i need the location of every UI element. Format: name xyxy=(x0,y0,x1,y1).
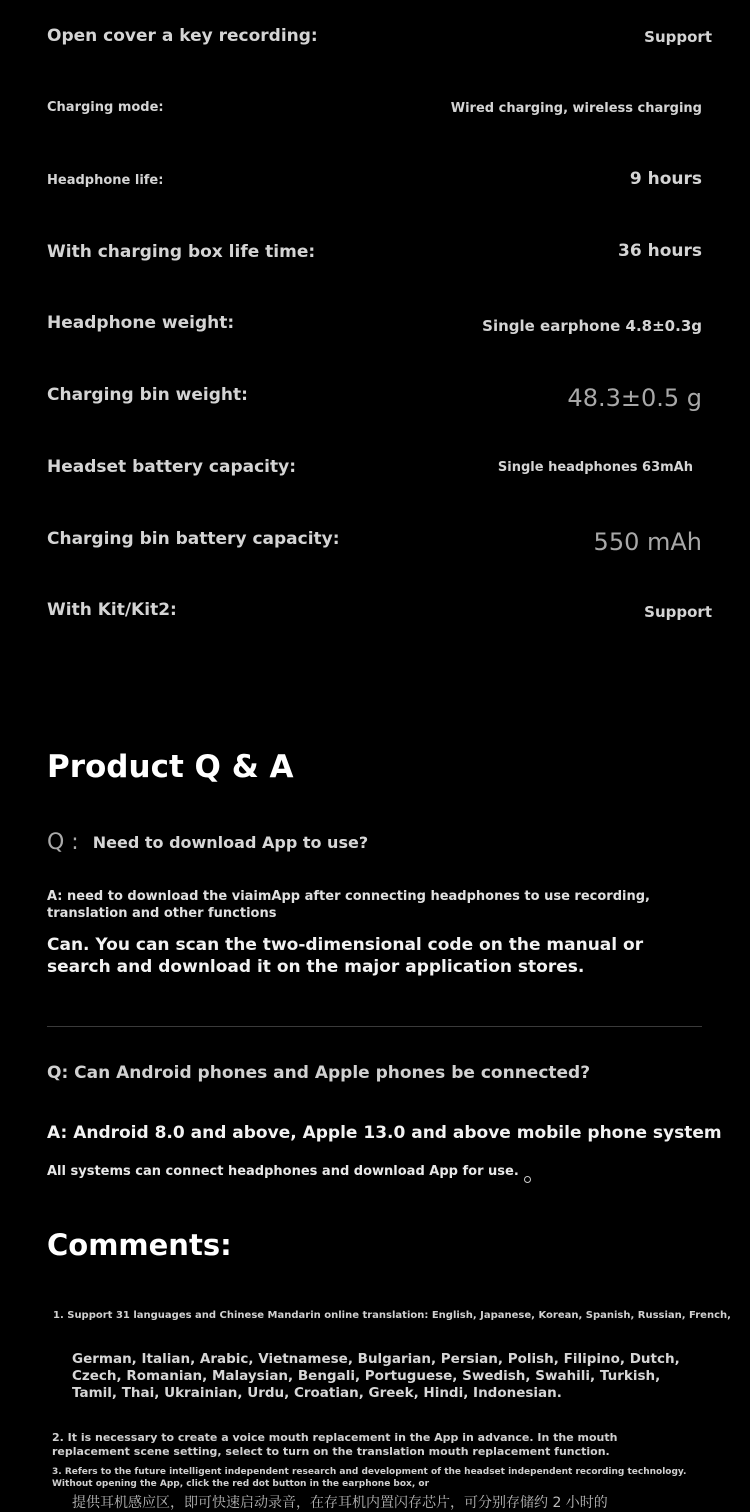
spec-label: Headphone life: xyxy=(47,173,164,188)
answer-2-text: A: Android 8.0 and above, Apple 13.0 and above mobile phone system xyxy=(47,1123,722,1143)
answer-2-note: All systems can connect headphones and download App for use. xyxy=(47,1164,519,1179)
spec-value: Support xyxy=(644,603,712,621)
spec-row-bin-battery xyxy=(47,526,702,560)
comment-2: 2. It is necessary to create a voice mouth replacement in the App in advance. In the mouth replacement scene setting, select to turn on the translation mouth replacement function. xyxy=(52,1431,618,1458)
spec-value: 36 hours xyxy=(618,241,702,261)
spec-value: Single earphone 4.8±0.3g xyxy=(482,317,702,335)
spec-label: With Kit/Kit2: xyxy=(47,600,177,620)
spec-row-charging-mode xyxy=(47,98,702,122)
answer-1-text: Can. You can scan the two-dimensional code on the manual or search and download it on the major application stores. xyxy=(47,935,644,977)
spec-row-headphone-weight xyxy=(47,312,702,342)
spec-value: Support xyxy=(644,28,712,46)
spec-label: Headphone weight: xyxy=(47,313,235,333)
spec-row-kit xyxy=(47,600,712,626)
spec-label: Headset battery capacity: xyxy=(47,457,296,477)
spec-label: With charging box life time: xyxy=(47,242,316,262)
spec-row-key-recording xyxy=(47,24,712,54)
spec-row-headphone-life xyxy=(47,168,702,194)
spec-row-bin-weight xyxy=(47,382,702,416)
spec-value: 9 hours xyxy=(629,169,702,189)
spec-label: Open cover a key recording: xyxy=(47,26,318,46)
comment-1-languages: German, Italian, Arabic, Vietnamese, Bulgarian, Persian, Polish, Filipino, Dutch, Czech, Romanian, Malaysian, Bengali, Portuguese, Swedish, Swahili, Turkish, Tamil, Thai, Ukrainian, Urdu, Croatian, Greek, Hindi, Indonesian. xyxy=(72,1351,680,1401)
spec-row-box-life xyxy=(47,240,702,266)
question-1 xyxy=(47,830,368,855)
comments-title: Comments: xyxy=(47,1228,232,1262)
comment-3-cutoff-line: 提供耳机感应区，即可快速启动录音，在存耳机内置闪存芯片，可分别存储约 2 小时的 xyxy=(72,1495,608,1511)
circle-dot-icon xyxy=(524,1176,531,1183)
spec-label: Charging bin weight: xyxy=(47,385,248,405)
spec-value: 550 mAh xyxy=(593,528,702,556)
comment-3: 3. Refers to the future intelligent independent research and development of the headset independent recording technology. Without opening the App, click the red dot button in the earphone box, or xyxy=(52,1467,687,1489)
spec-value: Wired charging, wireless charging xyxy=(450,101,702,116)
qa-divider xyxy=(47,1026,702,1027)
question-mark-label: Q : xyxy=(47,830,79,855)
comment-1: 1. Support 31 languages and Chinese Mandarin online translation: English, Japanese, Korean, Spanish, Russian, French, xyxy=(53,1310,731,1321)
qa-section-title: Product Q & A xyxy=(47,749,294,785)
spec-row-headset-battery xyxy=(47,456,702,482)
answer-1-intro: A: need to download the viaimApp after connecting headphones to use recording, translation and other functions xyxy=(47,889,650,921)
question-2-text: Q: Can Android phones and Apple phones be connected? xyxy=(47,1063,591,1083)
spec-label: Charging bin battery capacity: xyxy=(47,529,340,549)
spec-value: 48.3±0.5 g xyxy=(567,384,702,412)
question-1-text: Need to download App to use? xyxy=(92,833,369,852)
spec-label: Charging mode: xyxy=(47,100,164,115)
spec-value: Single headphones 63mAh xyxy=(497,460,693,475)
